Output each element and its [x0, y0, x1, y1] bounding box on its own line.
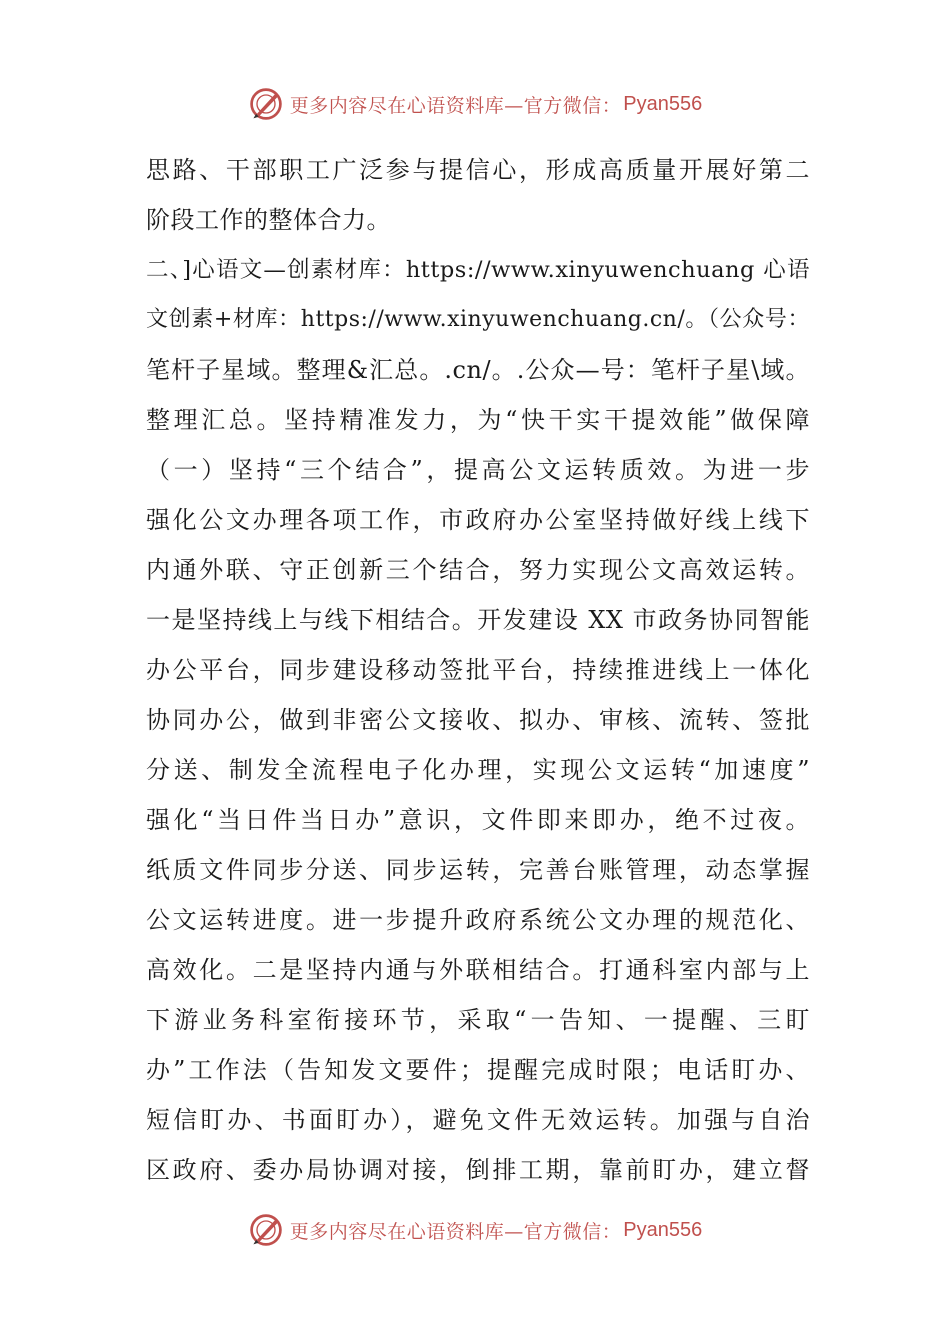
text-line: 内通外联、守正创新三个结合，努力实现公文高效运转。	[146, 556, 810, 584]
header-banner	[0, 84, 950, 124]
text-line: 二、]心语文—创素材库：https://www.xinyuwenchuang 心语	[146, 257, 810, 283]
text-line: 下游业务科室衔接环节，采取“一告知、一提醒、三盯	[146, 1006, 810, 1034]
text-line: 分送、制发全流程电子化办理，实现公文运转“加速度”	[146, 756, 810, 784]
text-line: 纸质文件同步分送、同步运转，完善台账管理，动态掌握	[146, 856, 810, 884]
text-line: 办公平台，同步建设移动签批平台，持续推进线上一体化	[146, 656, 810, 684]
header-banner-text: 更多内容尽在心语资料库—官方微信：	[289, 94, 622, 117]
text-line: 整理汇总。坚持精准发力，为“快干实干提效能”做保障	[146, 406, 810, 434]
text-line: 高效化。二是坚持内通与外联相结合。打通科室内部与上	[146, 956, 810, 984]
text-line: 一是坚持线上与线下相结合。开发建设 XX 市政务协同智能	[146, 606, 810, 634]
pen-logo-icon	[248, 86, 284, 122]
text-line: 文创素+材库：https://www.xinyuwenchuang.cn/。（公众号：	[146, 307, 810, 332]
text-line: 协同办公，做到非密公文接收、拟办、审核、流转、签批	[146, 706, 810, 734]
text-line: 强化公文办理各项工作，市政府办公室坚持做好线上线下	[146, 506, 810, 534]
footer-banner-text: 更多内容尽在心语资料库—官方微信：	[289, 1220, 622, 1243]
text-line: 笔杆子星域。整理&汇总。.cn/。.公众—号：笔杆子星\域。	[146, 356, 810, 384]
footer-banner	[0, 1210, 950, 1250]
document-body	[146, 145, 810, 1195]
footer-banner-id: Pyan556	[623, 1218, 703, 1241]
text-line: 公文运转进度。进一步提升政府系统公文办理的规范化、	[146, 906, 810, 934]
pen-logo-icon	[248, 1212, 284, 1248]
text-line: （一）坚持“三个结合”，提高公文运转质效。为进一步	[146, 456, 810, 484]
text-line: 强化“当日件当日办”意识，文件即来即办，绝不过夜。	[146, 806, 810, 834]
text-line: 区政府、委办局协调对接，倒排工期，靠前盯办，建立督	[146, 1156, 810, 1184]
text-line: 办”工作法（告知发文要件；提醒完成时限；电话盯办、	[146, 1056, 810, 1084]
text-line: 短信盯办、书面盯办），避免文件无效运转。加强与自治	[146, 1106, 810, 1134]
text-line: 思路、干部职工广泛参与提信心，形成高质量开展好第二	[146, 156, 810, 184]
header-banner-id: Pyan556	[623, 92, 703, 115]
text-line: 阶段工作的整体合力。	[146, 206, 391, 234]
